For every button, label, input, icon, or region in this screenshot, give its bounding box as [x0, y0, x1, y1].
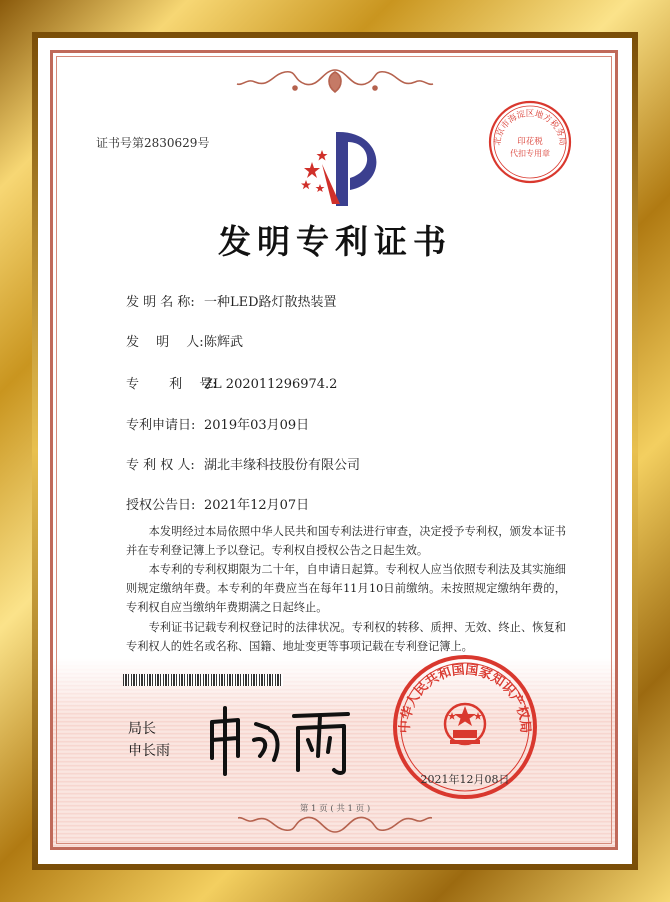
field-value: 湖北丰缘科技股份有限公司	[204, 458, 361, 473]
field-label: 专 利 权 人:	[126, 458, 195, 473]
field-value: 2021年12月07日	[204, 498, 310, 513]
tax-stamp-icon	[486, 98, 574, 186]
signatory-role: 局长	[128, 721, 156, 737]
paragraph-term: 本专利的专利权期限为二十年，自申请日起算。专利权人应当依照专利法及其实施细则规定缴纳年费。本专利的年费应当在每年11月10日前缴纳。未按照规定缴纳年费的，专利权自应当缴纳年费期满之日起终止。	[126, 563, 566, 614]
field-label: 专 利 号:	[126, 377, 217, 392]
paragraph-grant: 本发明经过本局依照中华人民共和国专利法进行审查，决定授予专利权，颁发本证书并在专利登记簿上予以登记。专利权自授权公告之日起生效。	[126, 525, 566, 557]
svg-text:中华人民共和国国家知识产权局: 中华人民共和国国家知识产权局	[397, 662, 533, 734]
handwritten-signature-icon	[198, 700, 358, 780]
svg-text:北京市海淀区地方税务局: 北京市海淀区地方税务局	[492, 109, 568, 147]
field-application-date	[126, 414, 309, 433]
paragraph-legal-status: 专利证书记载专利权登记时的法律状况。专利权的转移、质押、无效、终止、恢复和专利权人的姓名或名称、国籍、地址变更等事项记载在专利登记簿上。	[126, 621, 566, 653]
svg-text:印花税: 印花税	[517, 137, 543, 147]
field-inventor	[126, 331, 243, 350]
certificate-paper	[38, 38, 632, 864]
signatory-name: 申长雨	[128, 743, 170, 759]
field-value: 2019年03月09日	[204, 418, 310, 433]
field-label: 授权公告日:	[126, 498, 196, 513]
patent-office-logo-icon	[298, 124, 388, 214]
field-value: 陈辉武	[204, 335, 244, 350]
field-label: 专利申请日:	[126, 418, 196, 433]
field-value: 一种LED路灯散热装置	[204, 295, 337, 310]
certificate-title: 发明专利证书	[218, 222, 452, 261]
page-number: 第 1 页 ( 共 1 页 )	[299, 804, 371, 814]
top-ornament-icon	[235, 66, 435, 96]
field-invention-name	[126, 291, 337, 310]
field-label: 发 明 人:	[126, 335, 204, 350]
field-label: 发 明 名 称:	[126, 295, 195, 310]
field-patentee	[126, 454, 360, 473]
svg-text:代扣专用章: 代扣专用章	[510, 149, 550, 158]
barcode	[123, 674, 283, 686]
field-grant-date	[126, 494, 309, 513]
certificate-number: 证书号第2830629号	[96, 136, 210, 150]
seal-date: 2021年12月08日	[420, 773, 510, 786]
field-patent-number	[126, 373, 337, 392]
field-value: ZL 202011296974.2	[204, 377, 338, 392]
